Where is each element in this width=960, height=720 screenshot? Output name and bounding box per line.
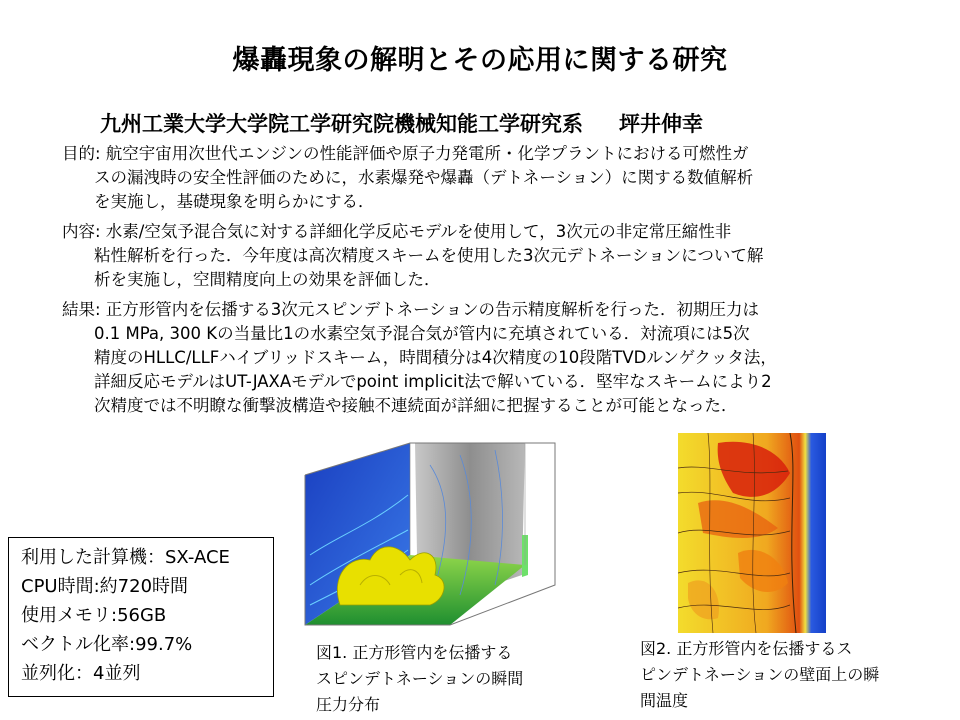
caption-line: 図1. 正方形管内を伝播する (316, 643, 513, 662)
content-line: 析を実施し，空間精度向上の効果を評価した． (94, 270, 441, 289)
result-line: 詳細反応モデルはUT-JAXAモデルでpoint implicit法で解いている．堅牢なスキームにより2 (94, 372, 772, 391)
result-section (62, 298, 902, 418)
caption-line: 図2. 正方形管内を伝播するス (640, 639, 853, 658)
result-line: 精度のHLLC/LLFハイブリッドスキーム，時間積分は4次精度の10段階TVDルンゲクッタ法， (94, 348, 777, 367)
caption-line: 圧力分布 (316, 695, 381, 714)
info-vectorization: ベクトル化率:99.7% (21, 634, 193, 655)
info-computer: 利用した計算機：SX-ACE (21, 547, 230, 568)
figure-1-pressure-image (300, 435, 562, 635)
purpose-section (62, 142, 902, 214)
result-line: 0.1 MPa, 300 Kの当量比1の水素空気予混合気が管内に充填されている．対流項には5次 (94, 324, 750, 343)
page-title: 爆轟現象の解明とその応用に関する研究 (232, 45, 728, 76)
figure-2-caption (640, 636, 879, 714)
info-cpu-time: CPU時間:約720時間 (21, 576, 189, 597)
computing-info-box (8, 537, 274, 697)
figure-2-temperature-image (678, 433, 826, 633)
info-memory: 使用メモリ:56GB (21, 605, 167, 626)
affiliation (100, 108, 703, 138)
caption-line: 間温度 (640, 691, 689, 710)
result-line: 次精度では不明瞭な衝撃波構造や接触不連続面が詳細に把握することが可能となった． (94, 396, 738, 415)
content-section (62, 220, 902, 292)
affiliation-org: 九州工業大学大学院工学研究院機械知能工学研究系 (100, 112, 583, 136)
author-name: 坪井伸幸 (619, 112, 703, 136)
content-line: 内容: 水素/空気予混合気に対する詳細化学反応モデルを使用して，3次元の非定常圧縮性非 (62, 222, 732, 241)
result-line: 結果: 正方形管内を伝播する3次元スピンデトネーションの告示精度解析を行った．初期圧力は (62, 300, 759, 319)
info-parallelization: 並列化：4並列 (21, 663, 141, 684)
figure-1-caption (316, 640, 523, 718)
purpose-line: 目的: 航空宇宙用次世代エンジンの性能評価や原子力発電所・化学プラントにおける可燃性ガ (62, 144, 749, 163)
purpose-line: スの漏洩時の安全性評価のために，水素爆発や爆轟（デトネーション）に関する数値解析 (94, 168, 754, 187)
content-line: 粘性解析を行った．今年度は高次精度スキームを使用した3次元デトネーションについて解 (94, 246, 764, 265)
purpose-line: を実施し，基礎現象を明らかにする． (94, 192, 375, 211)
caption-line: スピンデトネーションの瞬間 (316, 669, 524, 688)
caption-line: ピンデトネーションの壁面上の瞬 (640, 665, 880, 684)
